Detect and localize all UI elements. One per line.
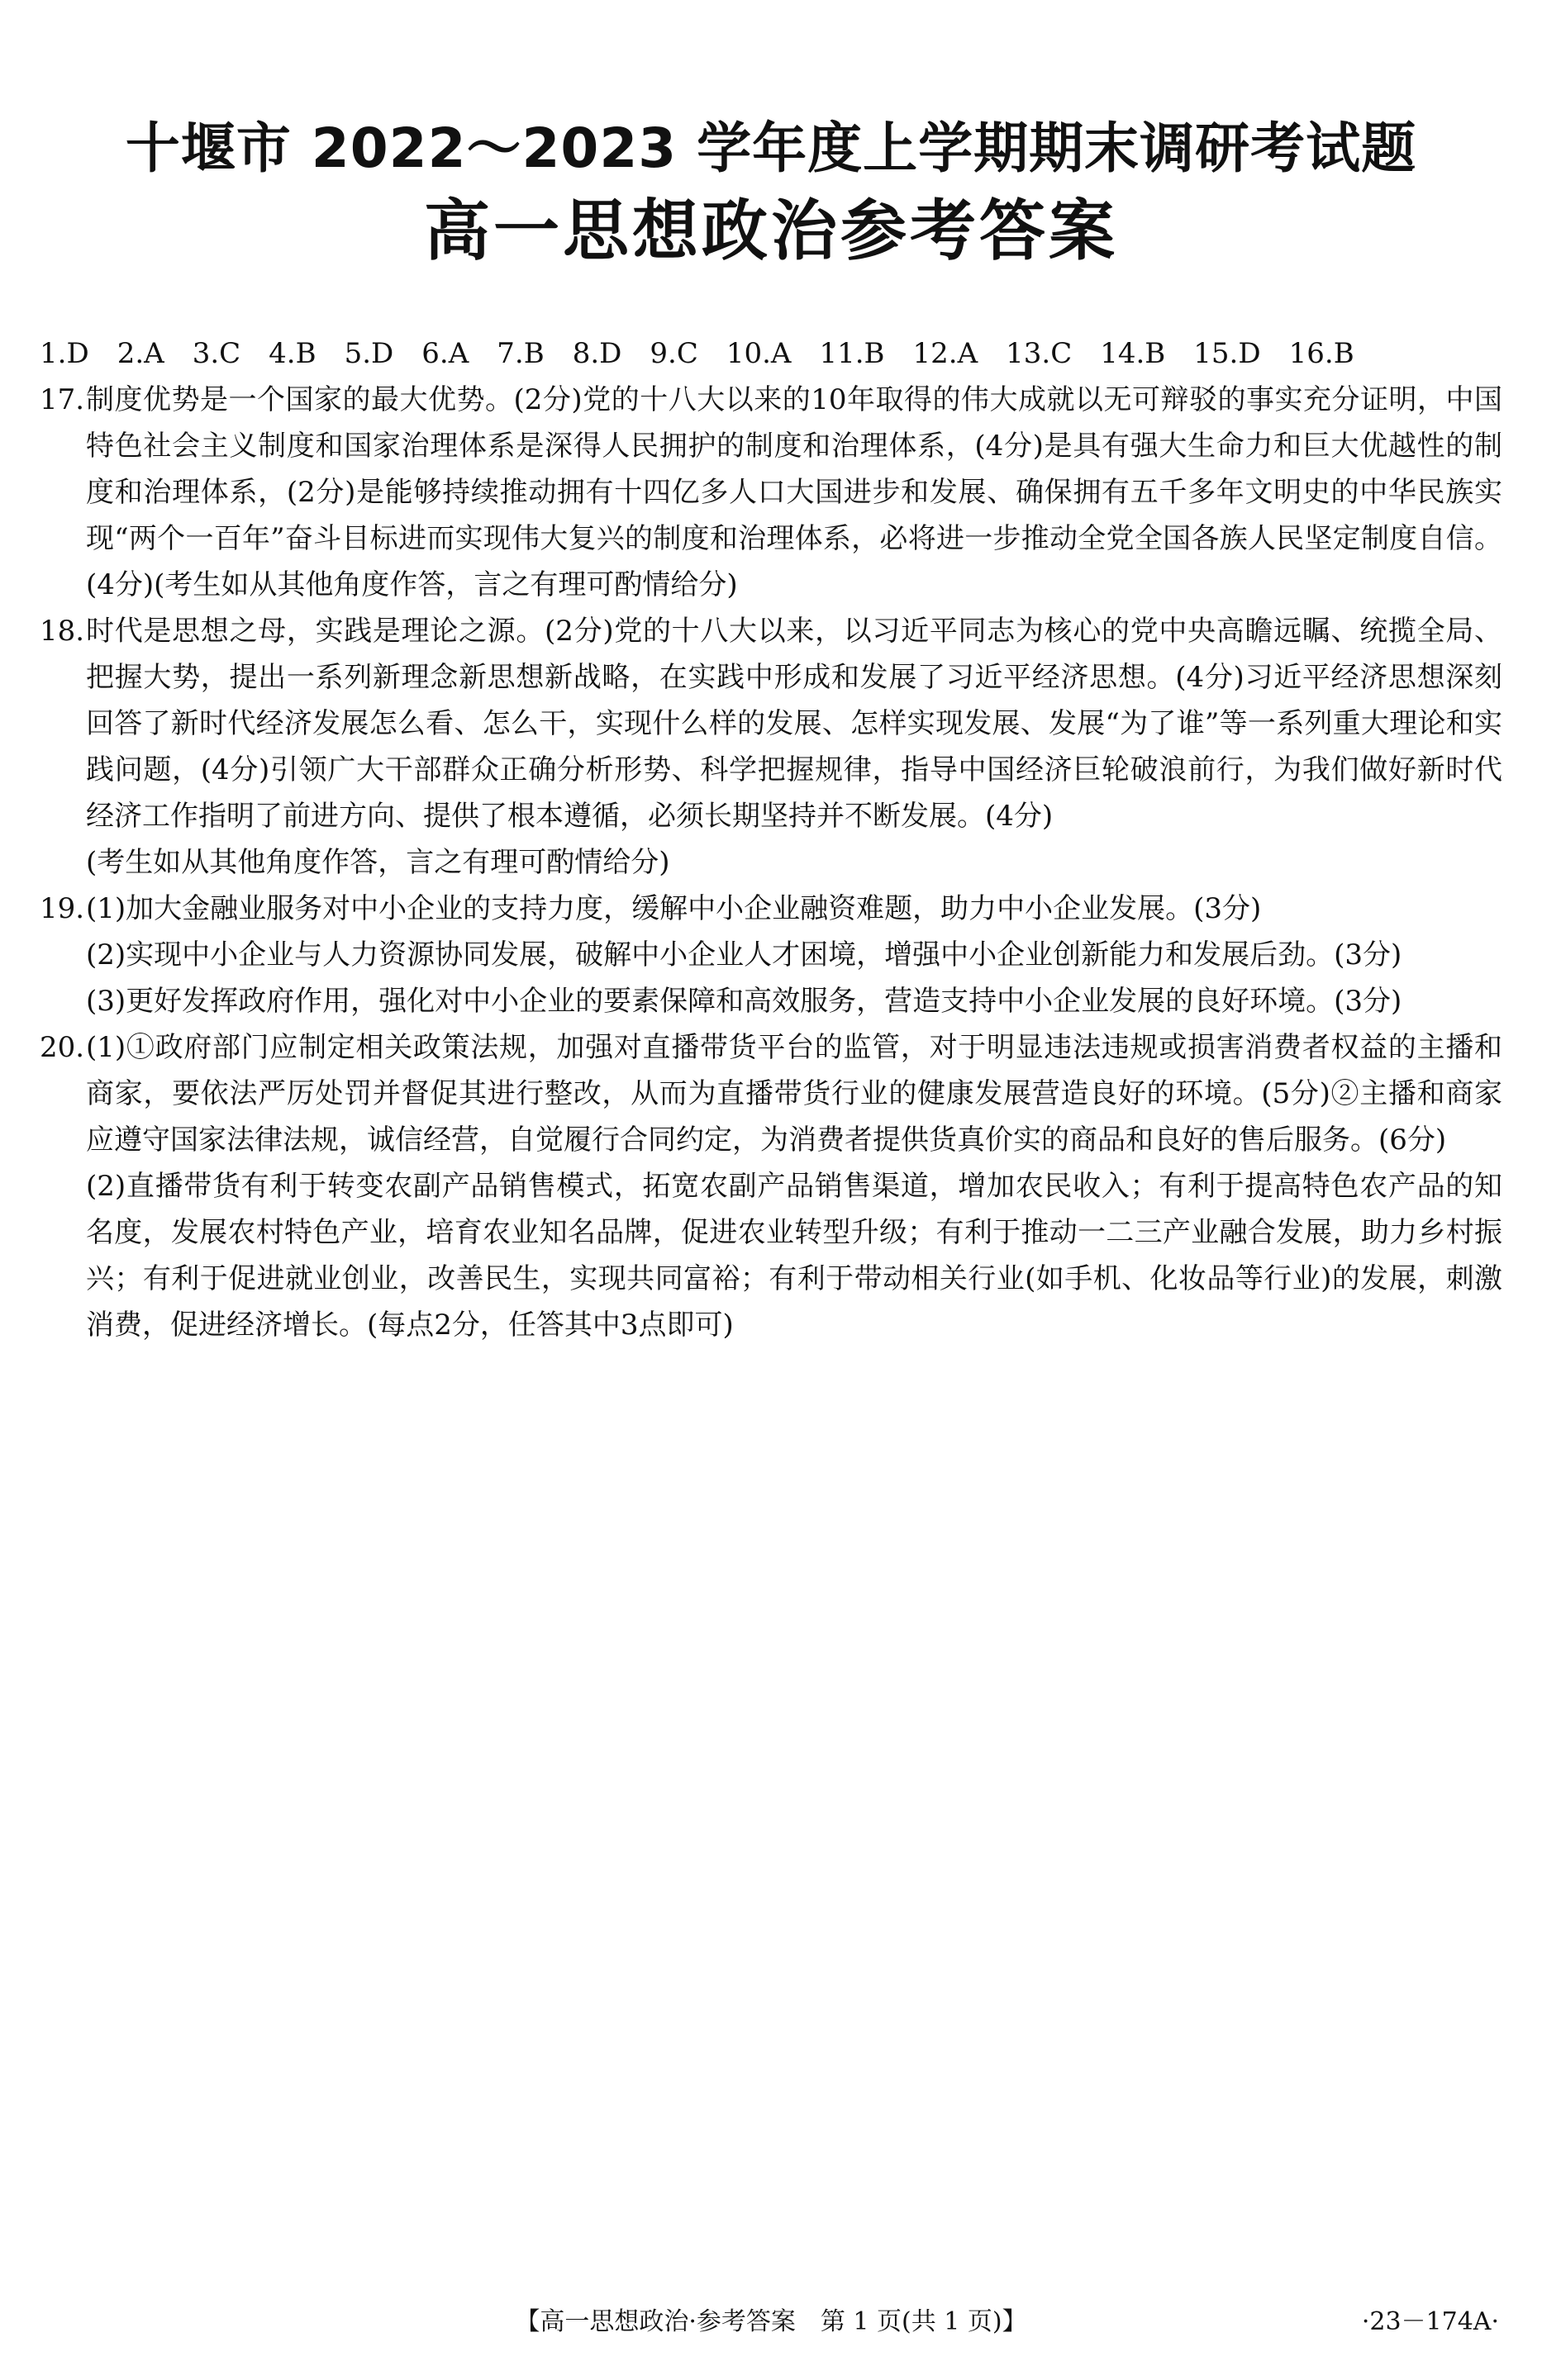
answer-paragraph: 制度优势是一个国家的最大优势。(2分)党的十八大以来的10年取得的伟大成就以无可辩驳的事实充分证明，中国特色社会主义制度和国家治理体系是深得人民拥护的制度和治理体系，(4分)是具有强大生命力和巨大优越性的制度和治理体系，(2分)是能够持续推动拥有十四亿多人口大国进步和发展、确保拥有五千多年文明史的中华民族实现“两个一百年”奋斗目标进而实现伟大复兴的制度和治理体系，必将进一步推动全党全国各族人民坚定制度自信。(4分)(考生如从其他角度作答，言之有理可酌情给分) bbox=[86, 383, 1502, 601]
question-17 bbox=[40, 377, 1502, 608]
answer-paragraph: (考生如从其他角度作答，言之有理可酌情给分) bbox=[86, 846, 670, 879]
question-number: 18. bbox=[40, 615, 85, 648]
question-answer bbox=[86, 608, 1502, 886]
answer-paragraph: (2)实现中小企业与人力资源协同发展，破解中小企业人才困境，增强中小企业创新能力和发展后劲。(3分) bbox=[86, 938, 1402, 971]
question-answer bbox=[86, 377, 1502, 608]
question-number: 19. bbox=[40, 892, 85, 925]
question-number: 20. bbox=[40, 1031, 85, 1064]
footer-page-info: 【高一思想政治·参考答案 第 1 页(共 1 页)】 bbox=[515, 2307, 1027, 2336]
footer-exam-code: ·23－174A· bbox=[1361, 2307, 1499, 2336]
question-20 bbox=[40, 1024, 1502, 1348]
question-18 bbox=[40, 608, 1502, 886]
question-answer bbox=[86, 1024, 1502, 1348]
answer-content bbox=[40, 330, 1502, 1348]
answer-paragraph: (1)加大金融业服务对中小企业的支持力度，缓解中小企业融资难题，助力中小企业发展。(3分) bbox=[86, 892, 1262, 925]
page-title: 高一思想政治参考答案 bbox=[424, 192, 1118, 269]
page-footer bbox=[0, 2302, 1542, 2342]
answer-paragraph: (1)①政府部门应制定相关政策法规，加强对直播带货平台的监管，对于明显违法违规或损害消费者权益的主播和商家，要依法严厉处罚并督促其进行整改，从而为直播带货行业的健康发展营造良好的环境。(5分)②主播和商家应遵守国家法律法规，诚信经营，自觉履行合同约定，为消费者提供货真价实的商品和良好的售后服务。(6分) bbox=[86, 1031, 1502, 1157]
question-number: 17. bbox=[40, 383, 85, 416]
question-answer bbox=[86, 886, 1502, 1024]
exam-title: 十堰市 2022～2023 学年度上学期期末调研考试题 bbox=[125, 116, 1417, 180]
answer-paragraph: 时代是思想之母，实践是理论之源。(2分)党的十八大以来，以习近平同志为核心的党中央高瞻远瞩、统揽全局、把握大势，提出一系列新理念新思想新战略，在实践中形成和发展了习近平经济思想。(4分)习近平经济思想深刻回答了新时代经济发展怎么看、怎么干，实现什么样的发展、怎样实现发展、发展“为了谁”等一系列重大理论和实践问题，(4分)引领广大干部群众正确分析形势、科学把握规律，指导中国经济巨轮破浪前行，为我们做好新时代经济工作指明了前进方向、提供了根本遵循，必须长期坚持并不断发展。(4分) bbox=[86, 615, 1502, 833]
question-19 bbox=[40, 886, 1502, 1024]
answer-paragraph: (2)直播带货有利于转变农副产品销售模式，拓宽农副产品销售渠道，增加农民收入；有利于提高特色农产品的知名度，发展农村特色产业，培育农业知名品牌，促进农业转型升级；有利于推动一二三产业融合发展，助力乡村振兴；有利于促进就业创业，改善民生，实现共同富裕；有利于带动相关行业(如手机、化妆品等行业)的发展，刺激消费，促进经济增长。(每点2分，任答其中3点即可) bbox=[86, 1170, 1502, 1342]
answer-paragraph: (3)更好发挥政府作用，强化对中小企业的要素保障和高效服务，营造支持中小企业发展的良好环境。(3分) bbox=[86, 985, 1402, 1018]
multiple-choice-answers: 1.D 2.A 3.C 4.B 5.D 6.A 7.B 8.D 9.C 10.A 11.B 12.A 13.C 14.B 15.D 16.B bbox=[40, 337, 1354, 370]
